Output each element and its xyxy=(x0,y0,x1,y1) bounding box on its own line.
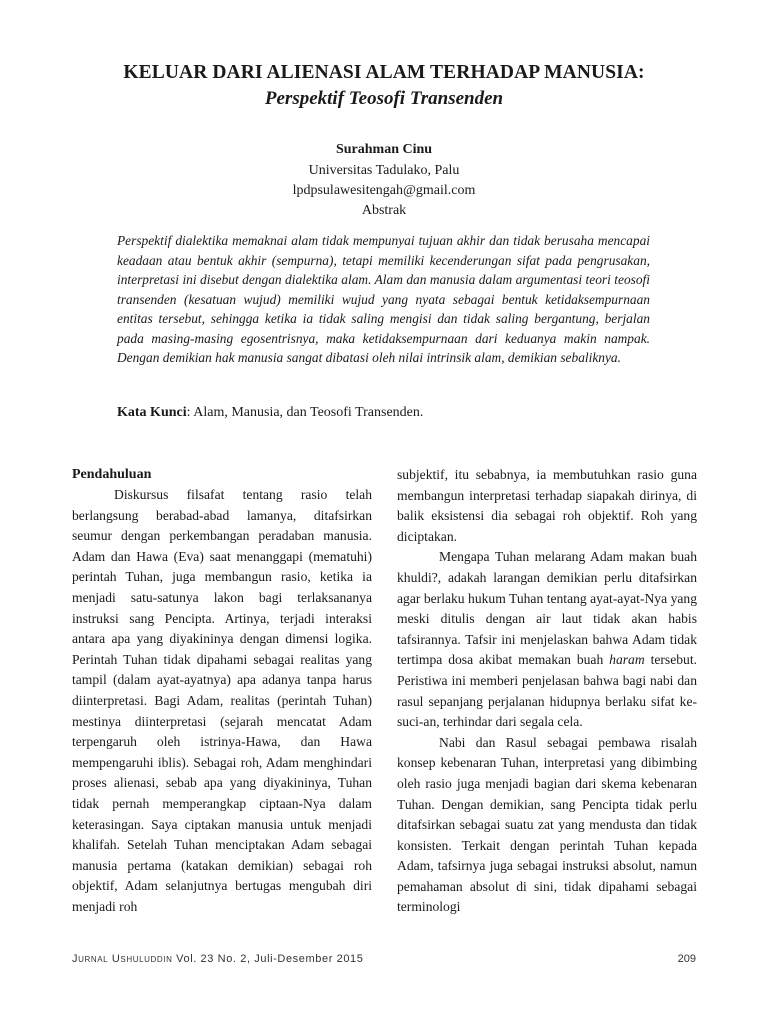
emphasis-text: haram xyxy=(609,652,645,668)
journal-volume: Vol. 23 No. 2, Juli-Desember 2015 xyxy=(176,953,364,965)
section-heading: Pendahuluan xyxy=(72,467,152,482)
paragraph-text: tersebut. Peristiwa ini memberi penjelasan bahwa bagi nabi dan rasul sepanjang perjalanan hidupnya berlaku sifat ke-suci-an, terhindar dari segala cela. xyxy=(397,652,697,730)
author-name: Surahman Cinu xyxy=(335,142,433,157)
paragraph: subjektif, itu sebabnya, ia membutuhkan rasio guna membangun interpretasi terhadap siapakah dirinya, di balik eksistensi dia sebagai roh objektif. Roh yang diciptakan. xyxy=(397,467,697,544)
journal-name: Jurnal Ushuluddin xyxy=(72,953,173,965)
right-column xyxy=(397,465,697,918)
paragraph-text: Mengapa Tuhan melarang Adam makan buah khuldi?, adakah larangan demikian perlu ditafsirkan agar berlaku hukum Tuhan tentang ayat-ayat-Nya yang meski ditulis dengan air laut tidak akan habis tafsirannya. Tafsir ini menjelaskan bahwa Adam tidak tertimpa dosa akibat memakan buah xyxy=(397,549,697,668)
paragraph: Nabi dan Rasul sebagai pembawa risalah konsep kebenaran Tuhan, interpretasi yang dibimbing oleh rasio juga menjadi bagian dari skema kebenaran Tuhan. Dengan demikian, sang Pencipta tidak perlu ditafsirkan sebagai suatu zat yang mendusta dan tidak konsisten. Terkait dengan perintah Tuhan kepada Adam, tafsirnya juga sebagai instruksi absolut, namun pemahaman absolut di sini, tidak dipahami sebagai terminologi xyxy=(397,734,697,915)
abstract-text: Perspektif dialektika memaknai alam tidak mempunyai tujuan akhir dan tidak berusaha mencapai keadaan atau bentuk akhir (sempurna), tetapi memiliki kecenderungan sifat pada pengrusakan, interpretasi ini disebut dengan dialektika alam. Alam dan manusia dalam argumentasi teori teosofi transenden (kesatuan wujud) memiliki wujud yang nyata sebagai bentuk ketidaksempurnaan entitas tersebut, sehingga ketika ia tidak saling mengisi dan tidak saling bergantung, berjalan pada masing-masing egosentrisnya, maka ketidaksempurnaan dari keduanya makin nampak. Dengan demikian hak manusia sangat dibatasi oleh nilai intrinsik alam, demikian sebaliknya. xyxy=(117,233,650,365)
footer-journal xyxy=(72,953,364,965)
author-affiliation: Universitas Tadulako, Palu xyxy=(308,163,460,178)
page-number: 209 xyxy=(677,953,696,965)
paragraph: Diskursus filsafat tentang rasio telah berlangsung berabad-abad lamanya, ditafsirkan seumur dengan perkembangan peradaban manusia. Adam dan Hawa (Eva) saat menanggapi (mematuhi) perintah Tuhan, juga membangun rasio, ketika ia menjadi satu-satunya lakon bagi terlaksananya instruksi sang Pencipta. Artinya, terjadi interaksi antara apa yang diyakininya dengan dimensi logika. Perintah Tuhan tidak dipahami sebagai realitas yang tampil (dalam ayat-ayatnya) apa adanya tanpa harus diinterpretasi. Bagi Adam, realitas (perintah Tuhan) mestinya diinterpretasi (sejarah mencatat Adam terpengaruh oleh istrinya-Hawa, dan Hawa mempengaruhi iblis). Sebagai roh, Adam menghindari proses alienasi, sebab apa yang diyakininya, Tuhan tidak pernah memperangkap ciptaan-Nya dalam keterasingan. Saya ciptakan manusia untuk menjadi khalifah. Setelah Tuhan menciptakan Adam sebagai manusia pertama (katakan demikian) sebagai roh objektif, Adam selanjutnya bertugas mengubah diri menjadi roh xyxy=(72,487,372,914)
author-email: lpdpsulawesitengah@gmail.com xyxy=(292,183,476,198)
keywords xyxy=(117,405,650,421)
keywords-label: Kata Kunci xyxy=(117,405,187,420)
keywords-text: : Alam, Manusia, dan Teosofi Transenden. xyxy=(186,405,424,420)
paper-subtitle: Perspektif Teosofi Transenden xyxy=(264,88,504,109)
left-column xyxy=(72,465,372,917)
paragraph xyxy=(397,547,697,732)
paper-title: KELUAR DARI ALIENASI ALAM TERHADAP MANUSIA: xyxy=(123,62,645,83)
abstract-label: Abstrak xyxy=(361,203,407,218)
